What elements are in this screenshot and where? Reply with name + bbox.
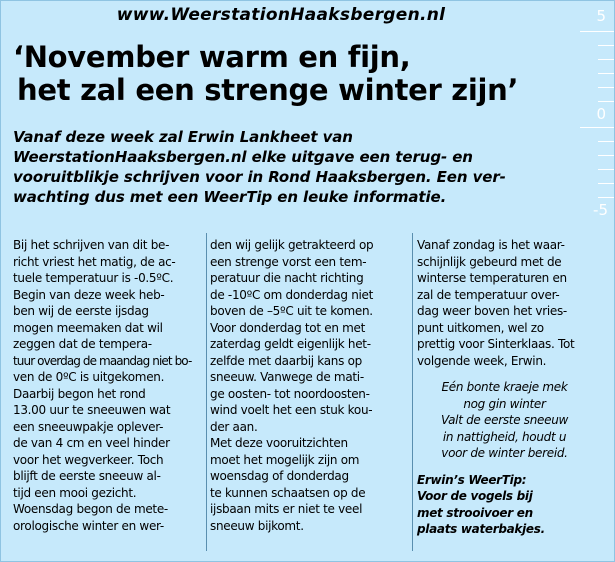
text-line: ijsbaan mits er niet te veel <box>210 502 363 516</box>
column-divider <box>206 233 207 551</box>
text-line: den wij gelijk getrakteerd op <box>210 238 374 252</box>
text-line: een sneeuwpakje oplever- <box>13 419 164 434</box>
text-line: blijft de eerste sneeuw al- <box>13 469 161 483</box>
poem-line: Valt de eerste sneeuw <box>440 413 569 427</box>
thermometer-label-0: 0 <box>596 105 606 123</box>
text-line: winterse temperaturen en <box>417 271 567 285</box>
article-column-3 <box>417 237 607 538</box>
text-line: moet het mogelijk zijn om <box>210 452 360 467</box>
text-line: de -10ºC om donderdag niet <box>210 287 374 302</box>
text-line: Bij het schrijven van dit be- <box>13 238 170 252</box>
weertip <box>417 472 607 538</box>
intro-line: Vanaf deze week zal Erwin Lankheet van <box>13 128 353 146</box>
article-column-1 <box>13 237 203 534</box>
weertip-line: plaats waterbakjes. <box>417 522 545 536</box>
poem-line: Eén bonte kraeje mek <box>441 380 568 394</box>
text-line: 13.00 uur te sneeuwen wat <box>13 403 171 417</box>
text-line: voor het wegverkeer. Toch <box>13 452 164 467</box>
text-line: Voor donderdag tot en met <box>210 320 366 335</box>
text-line: mogen meemaken dat wil <box>13 320 163 335</box>
weertip-heading: Erwin’s WeerTip: <box>417 472 527 487</box>
thermometer-tick <box>598 59 614 60</box>
text-line: Vanaf zondag is het waar- <box>417 238 565 252</box>
text-line: de van 4 cm en veel hinder <box>13 436 170 450</box>
text-line: tuele temperatuur is -0.5ºC. <box>13 271 174 285</box>
text-line: ben wij de eerste ijsdag <box>13 304 149 318</box>
poem-line: voor de winter bereid. <box>441 446 568 460</box>
text-line: wind voelt het een stuk kou- <box>210 403 373 417</box>
headline <box>13 41 573 107</box>
text-line: Begin van deze week heb- <box>13 287 165 302</box>
poem-line: nog gin winter <box>463 396 546 411</box>
text-line: zaterdag geldt eigenlijk het- <box>210 337 371 351</box>
intro-line: vooruitblikje schrijven voor in Rond Haaksbergen. Een ver- <box>13 168 506 186</box>
text-line: tuur overdag de maandag niet bo- <box>13 353 192 368</box>
text-line: Met deze vooruitzichten <box>210 436 348 450</box>
text-line: woensdag of donderdag <box>210 469 349 483</box>
text-line: punt uitkomen, wel zo <box>417 320 544 335</box>
poem-line: in nattigheid, houdt u <box>442 429 567 444</box>
headline-line: ‘November warm en fijn, <box>13 40 411 74</box>
poem <box>417 379 592 462</box>
text-line: peratuur die nacht richting <box>210 271 364 285</box>
thermometer-tick <box>598 73 614 74</box>
text-line: schijnlijk gebeurd met de <box>417 254 562 269</box>
intro-paragraph <box>13 127 603 207</box>
thermometer-label-minus5: -5 <box>593 201 608 219</box>
text-line: dag weer boven het vries- <box>417 304 567 318</box>
text-line: te kunnen schaatsen op de <box>210 485 366 500</box>
column-divider <box>412 233 413 551</box>
text-line: Woensdag begon de mete- <box>13 502 168 516</box>
text-line: ven de 0ºC is uitgekomen. <box>13 370 165 384</box>
text-line: een strenge vorst een tem- <box>210 254 367 269</box>
text-line: tijd een mooi gezicht. <box>13 485 137 500</box>
intro-line: WeerstationHaaksbergen.nl elke uitgave een terug- en <box>13 148 473 166</box>
weertip-line: met strooivoer en <box>417 505 533 520</box>
thermometer-tick <box>598 101 614 102</box>
thermometer-tick <box>598 45 614 46</box>
text-line: orologische winter en wer- <box>13 518 164 533</box>
intro-line: wachting dus met een WeerTip en leuke informatie. <box>13 188 447 206</box>
text-line: volgende week, Erwin. <box>417 353 547 368</box>
article-column-2 <box>210 237 408 534</box>
thermometer-label-5: 5 <box>596 7 606 25</box>
text-line: Daarbij begon het rond <box>13 386 146 401</box>
text-line: boven de –5ºC uit te komen. <box>210 304 373 318</box>
weertip-line: Voor de vogels bij <box>417 489 533 503</box>
text-line: zal de temperatuur over- <box>417 287 560 302</box>
text-line: zelfde met daarbij kans op <box>210 353 362 368</box>
text-line: der aan. <box>210 419 258 434</box>
headline-line: het zal een strenge winter zijn’ <box>17 73 519 107</box>
thermometer-tick <box>580 31 614 32</box>
text-line: ge oosten- tot noordoosten- <box>210 386 370 401</box>
website-url: www.WeerstationHaaksbergen.nl <box>116 5 446 25</box>
text-line: zeggen dat de tempera- <box>13 337 152 351</box>
thermometer-tick <box>598 87 614 88</box>
text-line: sneeuw. Vanwege de mati- <box>210 370 364 384</box>
text-line: prettig voor Sinterklaas. Tot <box>417 337 575 351</box>
text-line: richt vriest het matig, de ac- <box>13 254 176 269</box>
text-line: sneeuw bijkomt. <box>210 518 304 533</box>
